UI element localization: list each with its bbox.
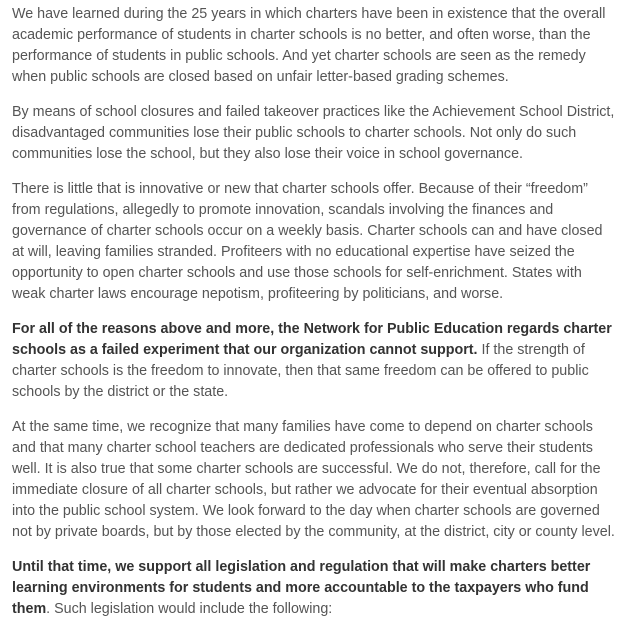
- paragraph-6-bold: Until that time, we support all legislation and regulation that will make charters better learning environments for students and more accountable to the taxpayers who fund them: [12, 559, 591, 617]
- paragraph-3: [12, 179, 615, 305]
- paragraph-6: [12, 557, 615, 620]
- paragraph-5-text: At the same time, we recognize that many families have come to depend on charter schools and that many charter school teachers are dedicated professionals who serve their students well. It is also true that some charter schools are successful. We do not, therefore, call for the immediate closure of all charter schools, but rather we advocate for their eventual absorption into the public school system. We look forward to the day when charter schools are governed not by private boards, but by those elected by the community, at the district, city or county level.: [12, 419, 615, 540]
- paragraph-5: [12, 417, 615, 543]
- paragraph-2: [12, 102, 615, 165]
- article-body: [12, 4, 615, 634]
- paragraph-1-text: We have learned during the 25 years in which charters have been in existence that the overall academic performance of students in charter schools is no better, and often worse, than the performance of students in public schools. And yet charter schools are seen as the remedy when public schools are closed based on unfair letter-based grading schemes.: [12, 6, 606, 85]
- paragraph-1: [12, 4, 615, 88]
- paragraph-4: [12, 319, 615, 403]
- paragraph-3-text: There is little that is innovative or new that charter schools offer. Because of their “freedom” from regulations, allegedly to promote innovation, scandals involving the finances and governance of charter schools occur on a weekly basis. Charter schools can and have closed at will, leaving families stranded. Profiteers with no educational expertise have seized the opportunity to open charter schools and use those schools for self-enrichment. States with weak charter laws encourage nepotism, profiteering by politicians, and worse.: [12, 181, 603, 302]
- paragraph-4-text: If the strength of charter schools is the freedom to innovate, then that same freedom can be offered to public schools by the district or the state.: [12, 342, 589, 400]
- paragraph-2-text: By means of school closures and failed takeover practices like the Achievement School District, disadvantaged communities lose their public schools to charter schools. Not only do such communities lose the school, but they also lose their voice in school governance.: [12, 104, 615, 162]
- paragraph-4-bold: For all of the reasons above and more, the Network for Public Education regards charter schools as a failed experiment that our organization cannot support.: [12, 321, 612, 358]
- paragraph-6-text: . Such legislation would include the following:: [46, 601, 333, 617]
